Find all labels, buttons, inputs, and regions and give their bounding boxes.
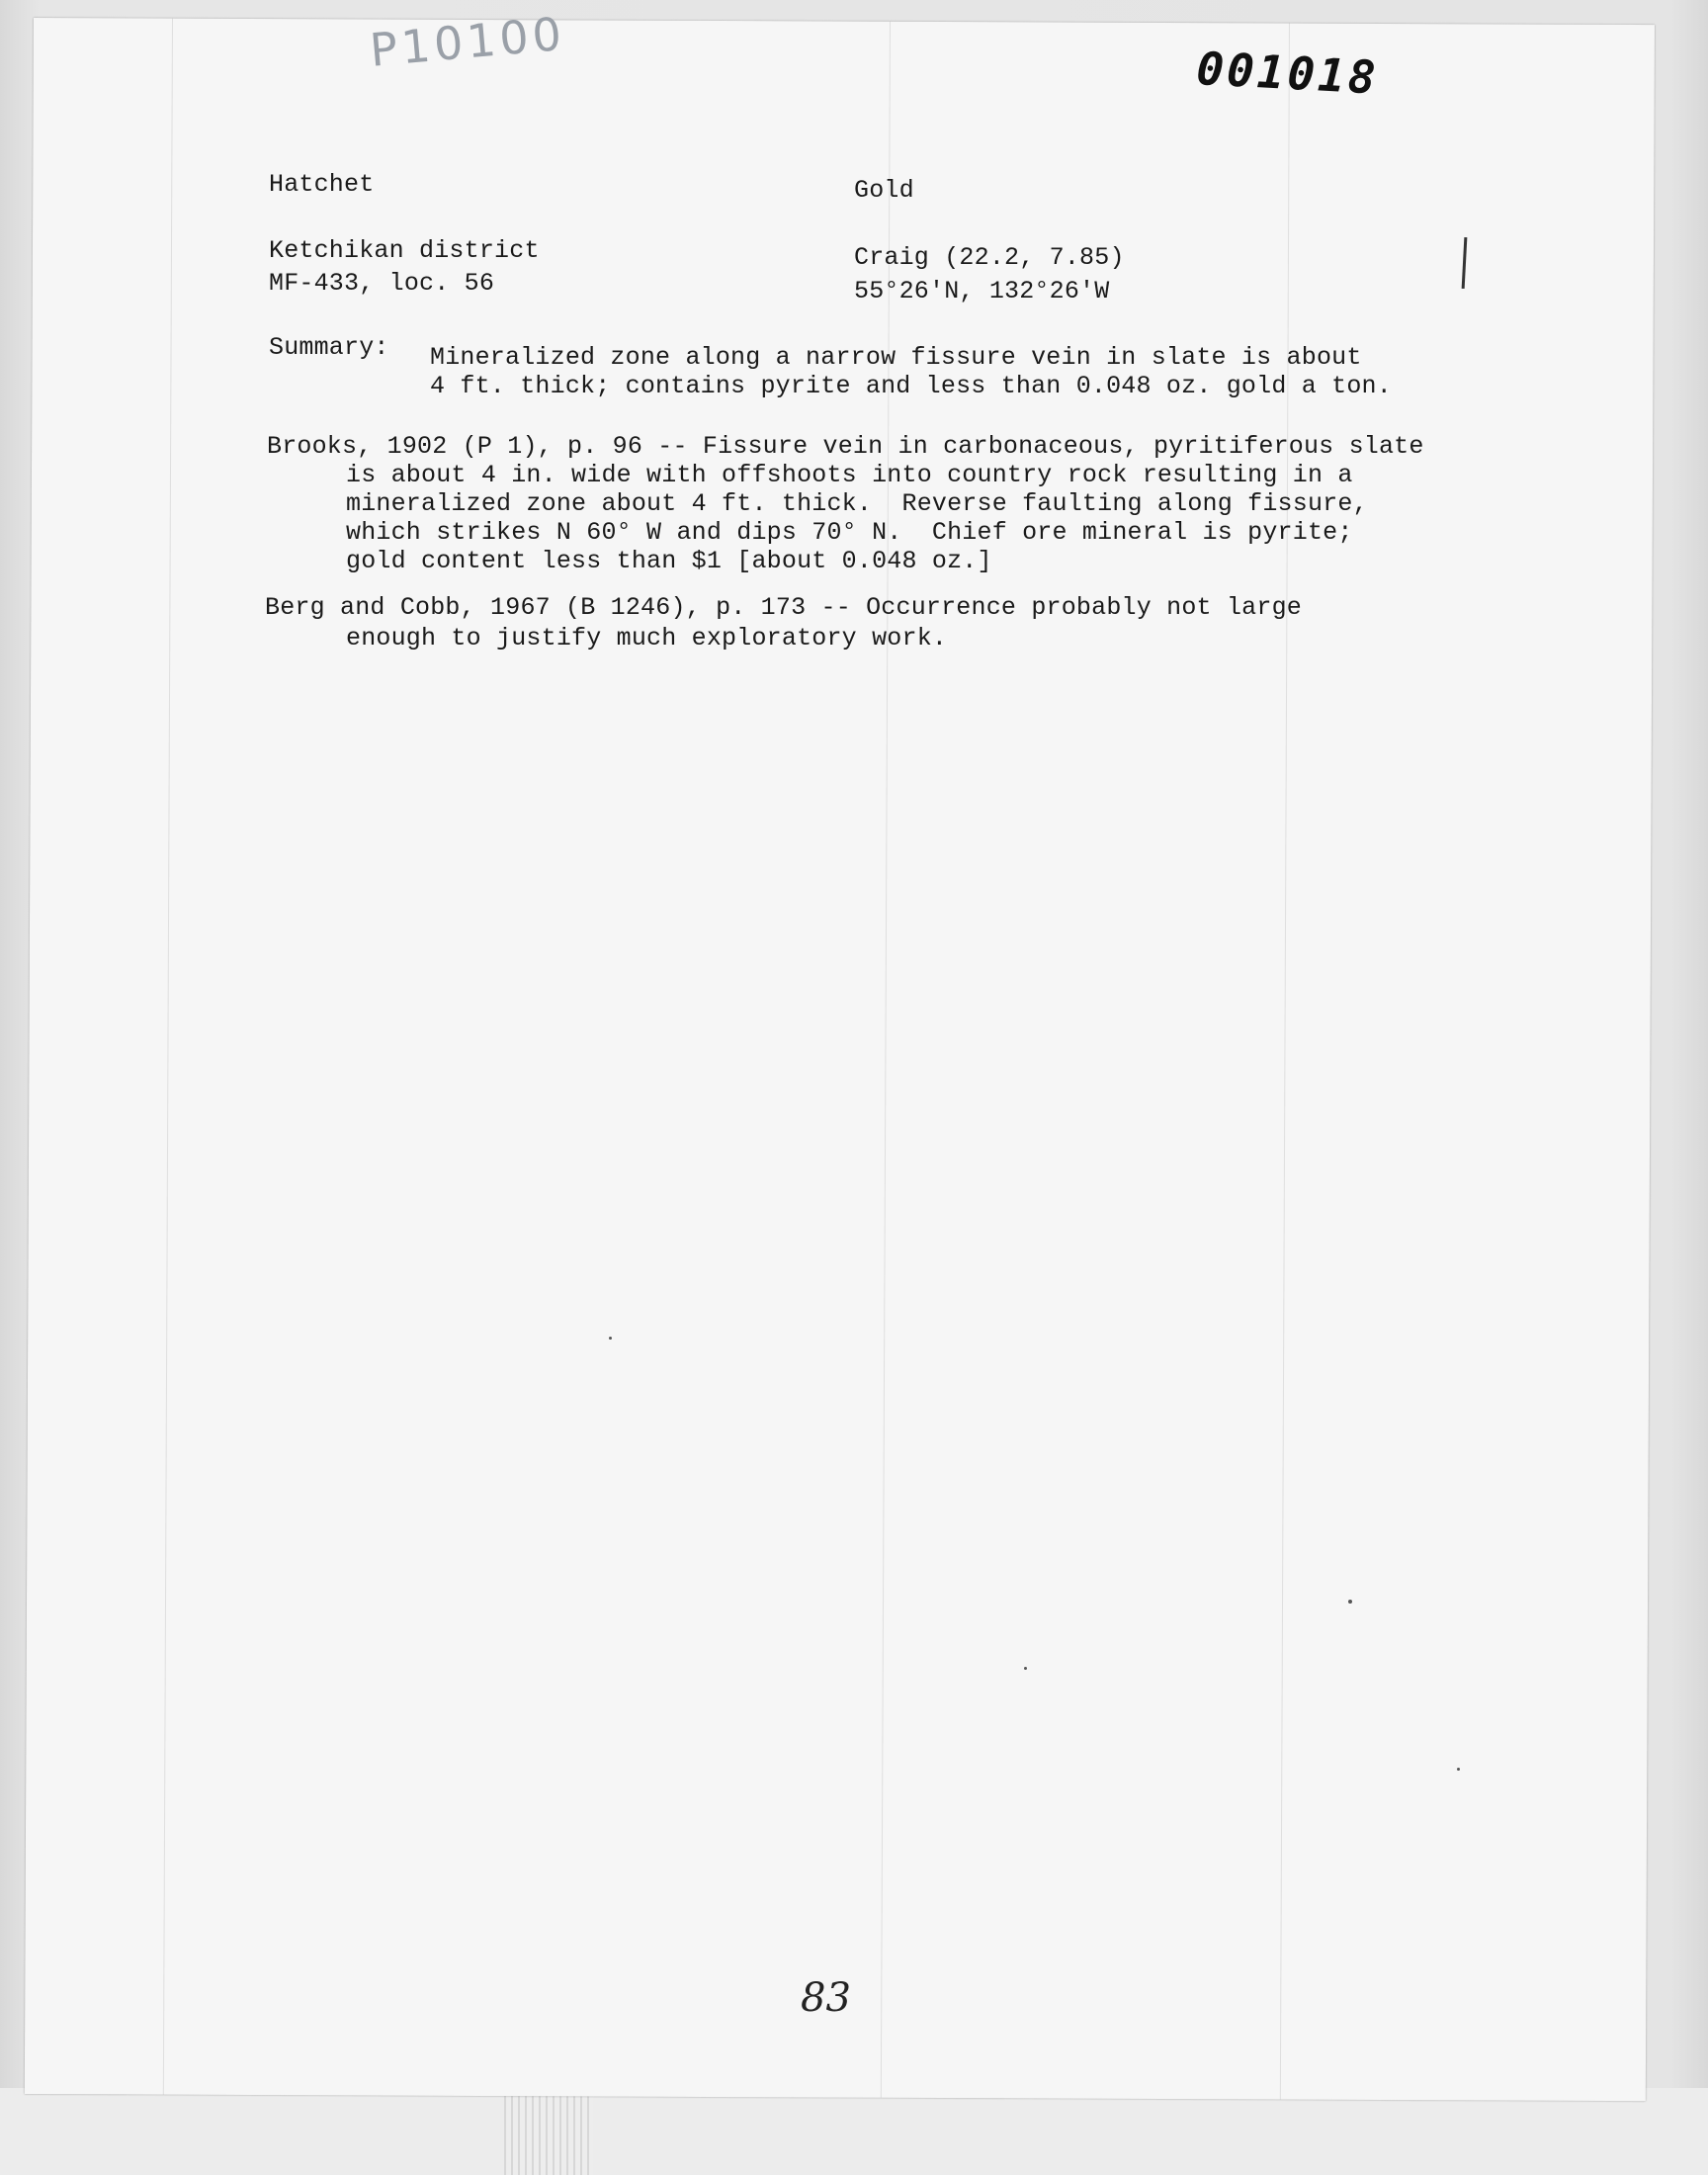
reference-line: mineralized zone about 4 ft. thick. Reverse faulting along fissure,: [346, 489, 1368, 518]
speck: [1457, 1768, 1460, 1771]
coordinates: 55°26'N, 132°26'W: [854, 277, 1110, 305]
commodity: Gold: [854, 176, 914, 205]
record-number-stamp: 001018: [1195, 42, 1380, 105]
deposit-name: Hatchet: [269, 170, 375, 199]
district: Ketchikan district: [269, 236, 540, 265]
reference-line: is about 4 in. wide with offshoots into country rock resulting in a: [346, 461, 1353, 489]
faint-stamp-id: P10100: [368, 6, 568, 77]
page-crease: [881, 22, 891, 2098]
quadrangle: Craig (22.2, 7.85): [854, 243, 1125, 272]
document-page: [25, 18, 1655, 2101]
summary-line: Mineralized zone along a narrow fissure vein in slate is about: [430, 343, 1362, 372]
reference-line: enough to justify much exploratory work.: [346, 624, 948, 652]
speck: [1024, 1667, 1027, 1670]
speck: [609, 1337, 612, 1340]
reference-line: which strikes N 60° W and dips 70° N. Chief ore mineral is pyrite;: [346, 518, 1353, 547]
scanner-edge: [0, 2088, 1708, 2175]
scanner-streaks: [504, 2088, 593, 2175]
reference-line: Berg and Cobb, 1967 (B 1246), p. 173 -- Occurrence probably not large: [265, 593, 1302, 622]
reference-line: Brooks, 1902 (P 1), p. 96 -- Fissure vein in carbonaceous, pyritiferous slate: [267, 432, 1424, 461]
reference-line: gold content less than $1 [about 0.048 oz.]: [346, 547, 992, 575]
page-number: 83: [801, 1975, 851, 2021]
summary-label: Summary:: [269, 333, 389, 362]
map-reference: MF-433, loc. 56: [269, 269, 495, 298]
page-crease: [163, 19, 173, 2095]
page-crease: [1280, 24, 1290, 2100]
speck: [1348, 1600, 1352, 1604]
summary-line: 4 ft. thick; contains pyrite and less than 0.048 oz. gold a ton.: [430, 372, 1392, 400]
